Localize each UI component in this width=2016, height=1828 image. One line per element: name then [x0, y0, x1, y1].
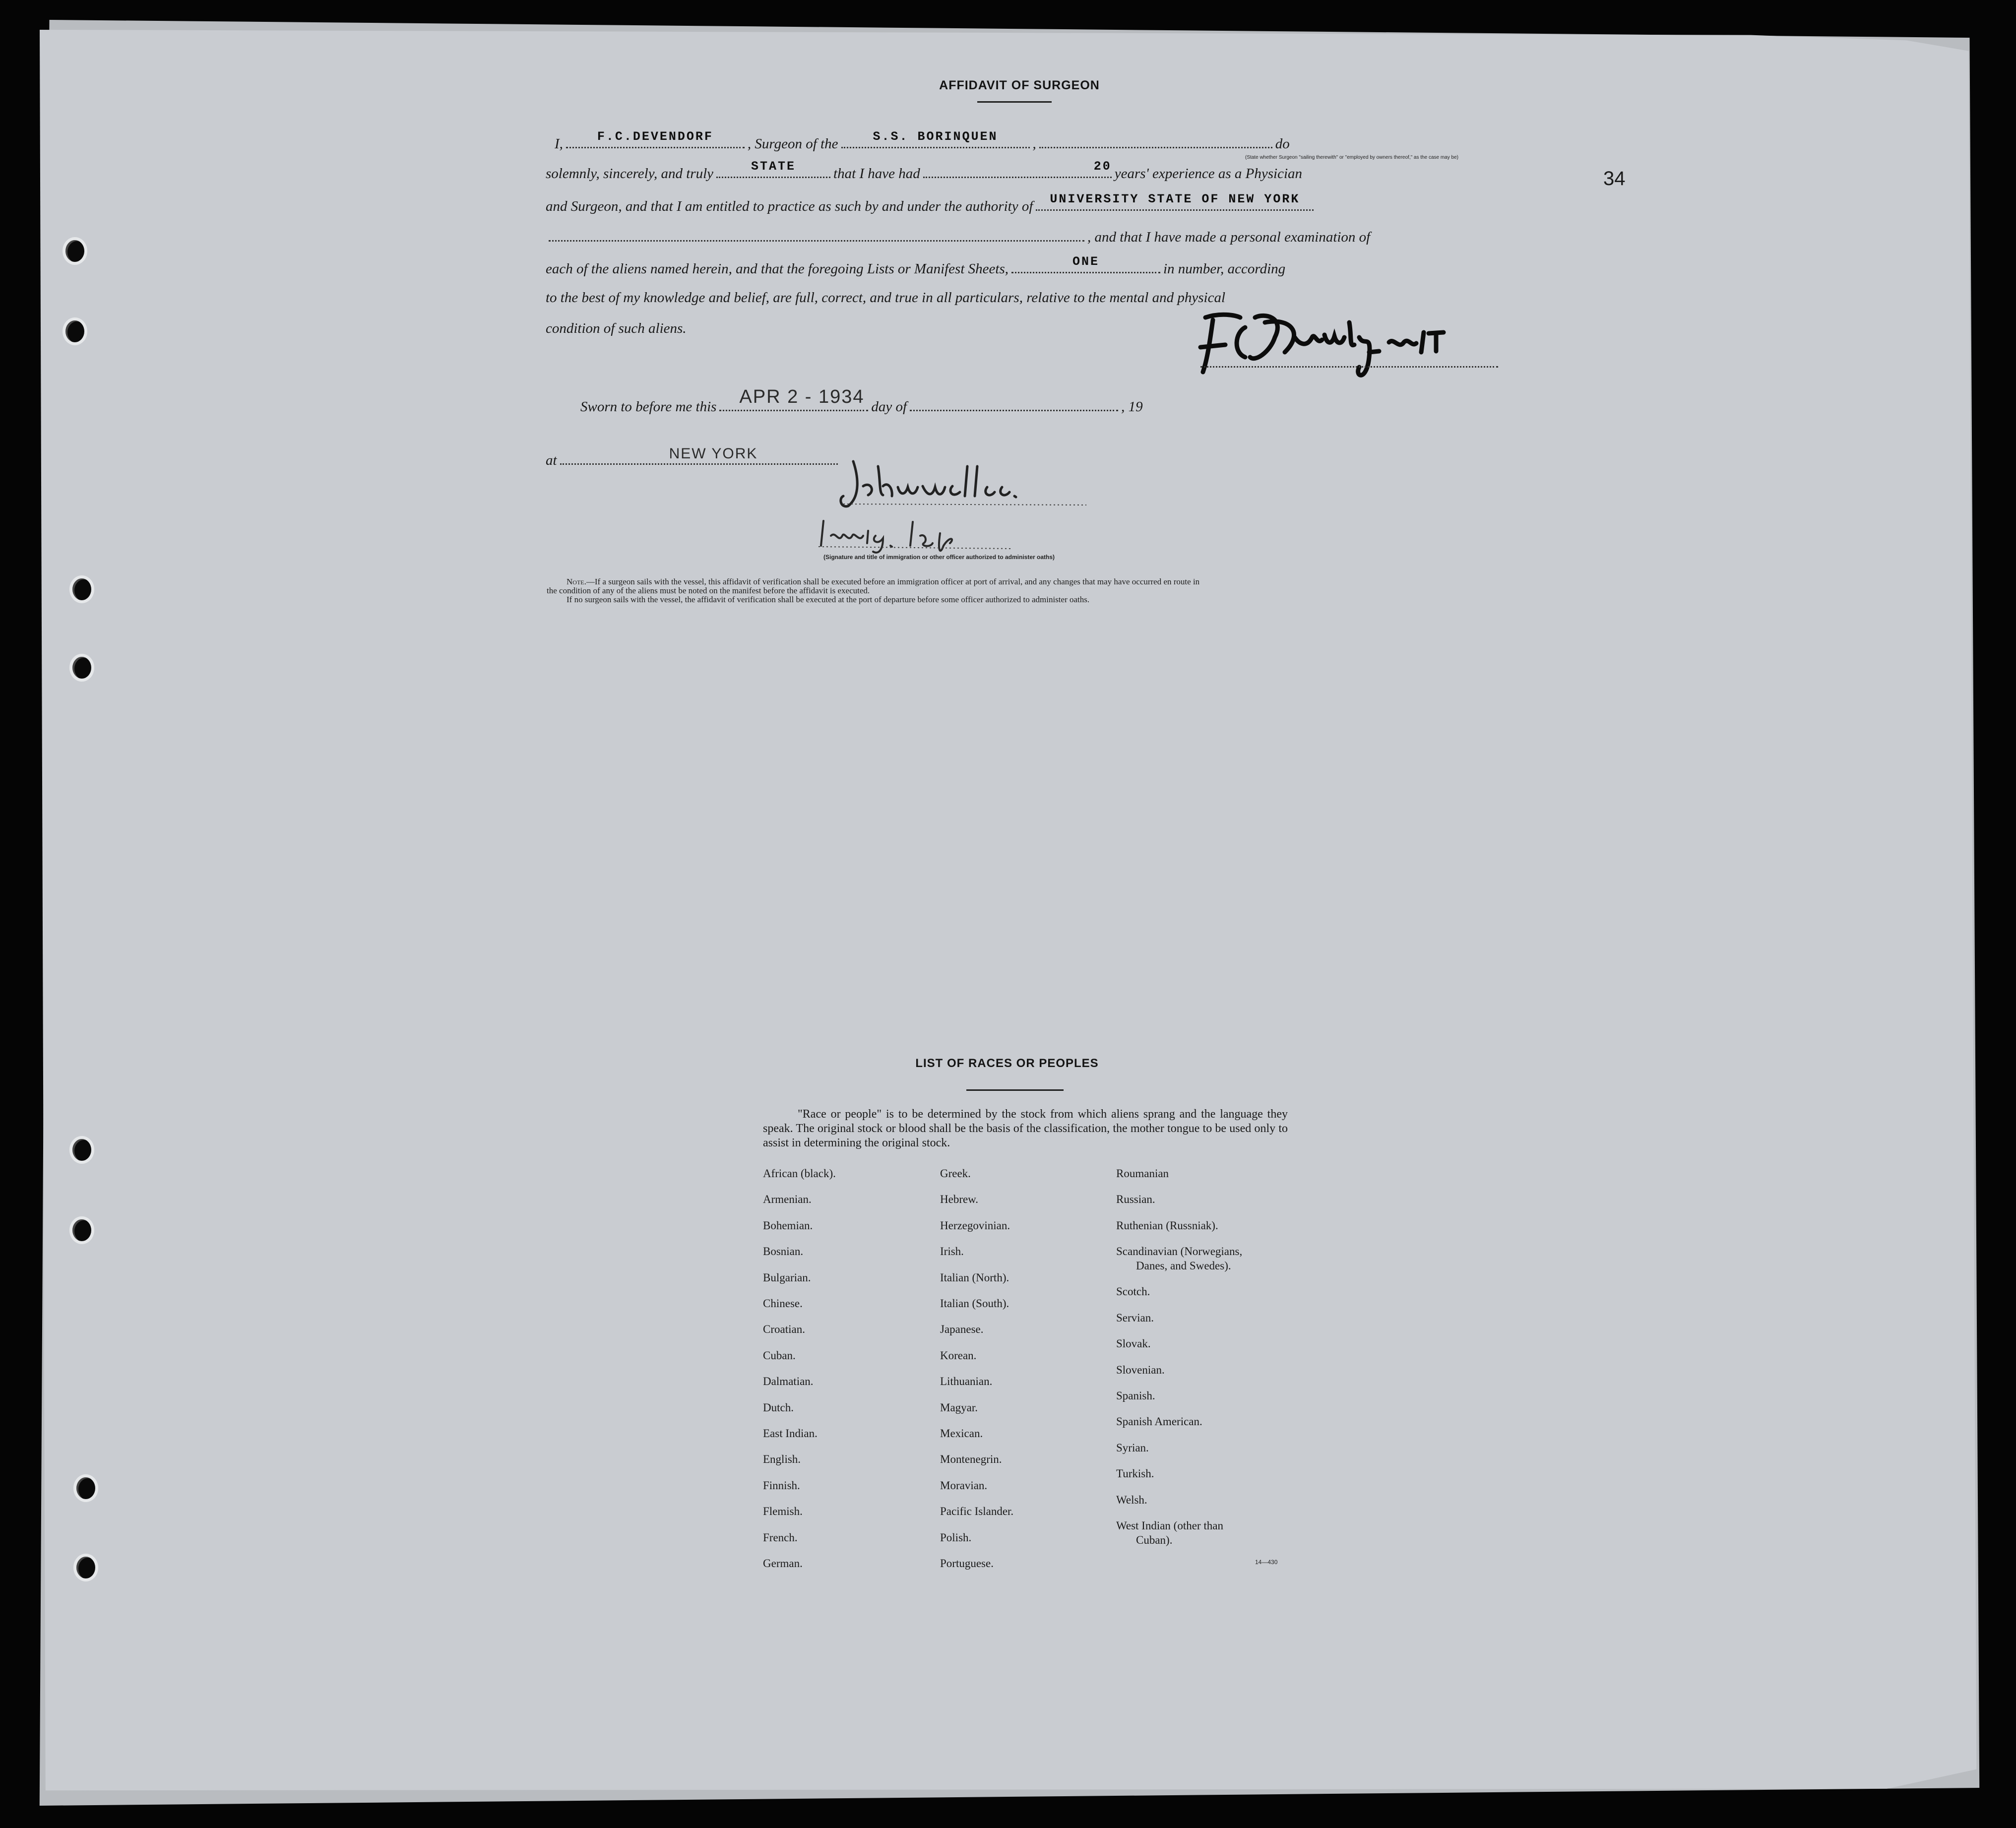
race-item: African (black). [763, 1167, 836, 1180]
surgeon-signature-line [1200, 366, 1498, 368]
race-item: Pacific Islander. [940, 1505, 1014, 1518]
officer-title-handwritten [814, 516, 1022, 556]
state-word: STATE [751, 159, 796, 174]
affidavit-line-7: condition of such aliens. [546, 320, 687, 336]
text-do: do [1275, 136, 1290, 152]
note-label: Note. [567, 577, 586, 586]
text-i-have-had: that I have had [833, 166, 920, 182]
note-line-3: If no surgeon sails with the vessel, the affidavit of verification shall be executed at the port of departure before some officer authorized to administer oaths. [567, 595, 1090, 604]
surgeon-status-note: (State whether Surgeon "sailing therewith" or "employed by owners thereof," as the case may be) [1245, 155, 1458, 160]
race-item: Welsh. [1116, 1493, 1147, 1506]
affidavit-line-3 [546, 192, 1317, 215]
binder-hole [63, 317, 87, 345]
race-item: Bosnian. [763, 1245, 804, 1258]
place-line [546, 445, 841, 469]
note-text-1: —If a surgeon sails with the vessel, this affidavit of verification shall be executed before an immigration officer at port of arrival, and any changes that may have occurred en route in [586, 577, 1200, 586]
races-title-underline [966, 1089, 1064, 1091]
race-item: Finnish. [763, 1479, 800, 1492]
sheet-count-field [1011, 254, 1160, 273]
race-item: Scotch. [1116, 1285, 1150, 1298]
race-item: Chinese. [763, 1297, 803, 1310]
race-item: Croatian. [763, 1323, 805, 1336]
race-item: Dalmatian. [763, 1375, 814, 1388]
binder-hole [69, 1136, 94, 1164]
binder-hole [69, 1216, 94, 1244]
title-underline [977, 101, 1052, 103]
races-title: LIST OF RACES OR PEOPLES [915, 1057, 1099, 1070]
affidavit-title: AFFIDAVIT OF SURGEON [939, 78, 1100, 92]
race-item: Cuban). [1136, 1533, 1173, 1546]
sworn-line [580, 386, 1143, 415]
race-item: Danes, and Swedes). [1136, 1260, 1231, 1272]
race-item: Syrian. [1116, 1441, 1149, 1454]
race-item: Lithuanian. [940, 1375, 993, 1388]
authority-field [1036, 192, 1314, 211]
text-day-of: day of [871, 399, 907, 415]
text-sworn: Sworn to before me this [580, 399, 717, 415]
sworn-date-field [719, 386, 868, 411]
race-item: Mexican. [940, 1427, 983, 1440]
place-field [560, 445, 838, 465]
page-number: 34 [1603, 168, 1626, 189]
race-item: Greek. [940, 1167, 971, 1180]
sheet-count: ONE [1072, 254, 1099, 269]
race-item: Scandinavian (Norwegians, [1116, 1245, 1243, 1258]
surgeon-name-field [566, 129, 745, 148]
note-line-1 [547, 577, 1499, 586]
binder-hole [63, 237, 87, 265]
place-stamp: NEW YORK [669, 445, 758, 462]
race-item: Flemish. [763, 1505, 803, 1518]
race-item: Armenian. [763, 1193, 812, 1206]
race-item: Spanish American. [1116, 1415, 1202, 1428]
date-stamp: APR 2 - 1934 [739, 386, 865, 407]
race-item: Turkish. [1116, 1467, 1154, 1480]
text-nineteen: , 19 [1121, 399, 1143, 415]
race-item: West Indian (other than [1116, 1519, 1223, 1532]
text-manifest-sheets: each of the aliens named herein, and that the foregoing Lists or Manifest Sheets, [546, 261, 1008, 277]
officer-caption: (Signature and title of immigration or other officer authorized to administer oaths) [823, 554, 1055, 561]
affidavit-line-6: to the best of my knowledge and belief, are full, correct, and true in all particulars, relative to the mental and physical [546, 290, 1226, 306]
race-item: Italian (North). [940, 1271, 1009, 1284]
affidavit-line-1 [555, 129, 1290, 152]
race-item: Russian. [1116, 1193, 1155, 1206]
text-i: I, [555, 136, 563, 152]
text-years-experience: years' experience as a Physician [1114, 166, 1303, 182]
text-in-number: in number, according [1163, 261, 1286, 277]
race-item: Bohemian. [763, 1219, 813, 1232]
race-item: Italian (South). [940, 1297, 1009, 1310]
race-item: Bulgarian. [763, 1271, 811, 1284]
affidavit-line-2 [546, 159, 1303, 182]
race-item: Hebrew. [940, 1193, 979, 1206]
affidavit-line-5 [546, 254, 1286, 277]
vessel-name: S.S. BORINQUEN [873, 129, 998, 144]
race-item: East Indian. [763, 1427, 818, 1440]
surgeon-status-field [1039, 134, 1272, 148]
text-surgeon-of: , Surgeon of the [747, 136, 838, 152]
sworn-month-field [910, 397, 1118, 411]
text-at: at [546, 452, 557, 468]
text-comma: , [1032, 136, 1036, 152]
race-item: German. [763, 1557, 803, 1570]
race-item: Korean. [940, 1349, 977, 1362]
race-item: Slovenian. [1116, 1363, 1165, 1376]
text-solemnly: solemnly, sincerely, and truly [546, 166, 714, 182]
form-number: 14—430 [1255, 1559, 1278, 1566]
binder-hole [69, 575, 94, 603]
race-item: Montenegrin. [940, 1453, 1002, 1466]
binder-hole [69, 654, 94, 682]
years-field [923, 159, 1112, 178]
race-item: Ruthenian (Russniak). [1116, 1219, 1218, 1232]
race-item: Polish. [940, 1531, 972, 1544]
race-item: Portuguese. [940, 1557, 994, 1570]
text-personal-examination: , and that I have made a personal examination of [1087, 229, 1371, 245]
authority-continued-field [549, 227, 1084, 242]
surgeon-signature [1191, 298, 1468, 392]
race-item: Irish. [940, 1245, 964, 1258]
years-value: 20 [1093, 159, 1112, 174]
note-line-2: the condition of any of the aliens must be noted on the manifest before the affidavit is executed. [547, 586, 870, 595]
race-item: Dutch. [763, 1401, 794, 1414]
binder-hole [73, 1554, 98, 1581]
race-item: Roumanian [1116, 1167, 1169, 1180]
vessel-field [841, 129, 1030, 148]
affidavit-line-4 [546, 227, 1370, 246]
surgeon-name: F.C.DEVENDORF [597, 129, 713, 144]
races-intro: "Race or people" is to be determined by the stock from which aliens sprang and the language they speak. The original stock or blood shall be the basis of the classification, the mother tongue to be used only to assist in determining the original stock. [763, 1108, 1288, 1149]
text-authority: and Surgeon, and that I am entitled to practice as such by and under the authority of [546, 198, 1033, 214]
race-item: Cuban. [763, 1349, 796, 1362]
race-item: Moravian. [940, 1479, 988, 1492]
race-item: Servian. [1116, 1311, 1154, 1324]
race-item: Spanish. [1116, 1389, 1155, 1402]
race-item: Japanese. [940, 1323, 984, 1336]
race-item: Herzegovinian. [940, 1219, 1010, 1232]
officer-signature [833, 456, 1101, 511]
race-item: English. [763, 1453, 801, 1466]
race-item: Magyar. [940, 1401, 978, 1414]
note-block [547, 577, 1499, 604]
race-item: French. [763, 1531, 798, 1544]
state-field [716, 159, 830, 178]
authority-value: UNIVERSITY STATE OF NEW YORK [1050, 192, 1300, 206]
binder-hole [73, 1474, 98, 1502]
race-item: Slovak. [1116, 1337, 1151, 1350]
